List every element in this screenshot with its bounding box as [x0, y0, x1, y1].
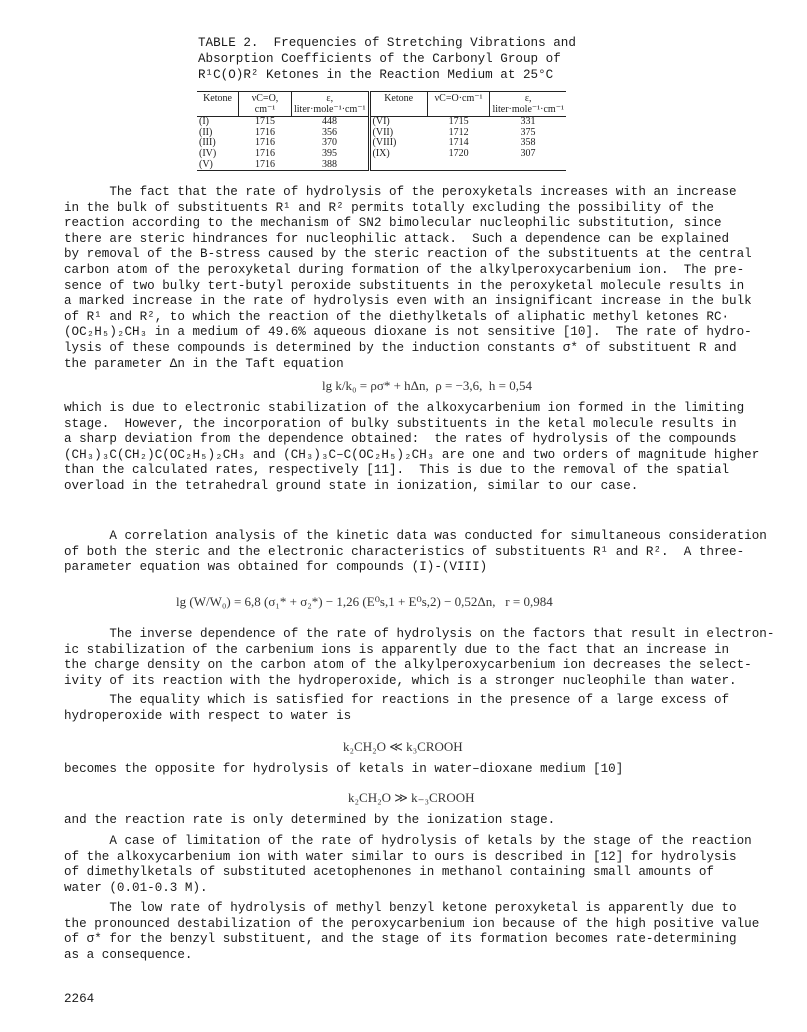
col-header-frequency: νC=O, cm⁻¹ [239, 92, 292, 117]
text-line: parameter equation was obtained for compounds (I)-(VIII) [64, 560, 488, 575]
paragraph-low-rate [64, 901, 760, 963]
text-line: hydroperoxide with respect to water is [64, 708, 352, 723]
cell-ketone-2: (IX) [369, 149, 427, 160]
cell-epsilon-2: 307 [520, 147, 536, 159]
text-line: The fact that the rate of hydrolysis of the peroxyketals increases with an increase [64, 185, 737, 199]
table-row [197, 149, 566, 160]
paragraph-correlation-analysis [64, 529, 767, 576]
text-line: and the reaction rate is only determined by the ionization stage. [64, 813, 556, 827]
paragraph-opposite [64, 762, 754, 778]
text-line: there are steric hindrances for nucleophilic attack. Such a dependence can be explained [64, 231, 730, 246]
cell-frequency: 1716 [255, 147, 276, 159]
paragraph-equality [64, 693, 754, 724]
paragraph-rate-hydrolysis [64, 185, 754, 372]
text-line: sence of two bulky tert-butyl peroxide substituents in the peroxyketal molecule results in [64, 278, 745, 293]
cell-frequency-2: 1715 [448, 116, 469, 128]
text-line: overload in the tetrahedral ground state in ionization, similar to our case. [64, 478, 639, 493]
cell-epsilon: 395 [322, 147, 337, 159]
text-line: a sharp deviation from the dependence obtained: the rates of hydrolysis of the compounds [64, 432, 737, 447]
cell-ketone-2 [369, 160, 427, 171]
cell-frequency-2: 1720 [448, 147, 469, 159]
text-line: lysis of these compounds is determined by the induction constants σ* of substituent R and [64, 340, 737, 355]
paragraph-ionization-stage [64, 813, 754, 829]
equation-three-parameter: lg (W/W₀) = 6,8 (σ₁* + σ₂*) − 1,26 (E⁰s,1 + E⁰s,2) − 0,52Δn, r = 0,984 [176, 594, 553, 609]
cell-epsilon-2 [490, 160, 566, 171]
text-line: water (0.01-0.3 M). [64, 880, 208, 895]
data-table [197, 91, 566, 171]
text-line: a marked increase in the rate of hydrolysis even with an insignificant increase in the bulk [64, 294, 752, 309]
table-caption-line: TABLE 2. Frequencies of Stretching Vibrations and [198, 36, 576, 50]
paragraph-electronic-stabilization [64, 401, 760, 495]
cell-frequency: 1715 [255, 116, 276, 128]
cell-epsilon: 388 [291, 160, 369, 171]
table-caption-line: R¹C(O)R² Ketones in the Reaction Medium at 25°C [198, 67, 554, 82]
text-line: ic stabilization of the carbenium ions is apparently due to the fact that an increase in [64, 642, 730, 657]
text-line: which is due to electronic stabilization of the alkoxycarbenium ion formed in the limiting [64, 401, 745, 415]
table-header-row [197, 92, 566, 117]
text-line: of σ* for the benzyl substituent, and the stage of its formation becomes rate-determining [64, 932, 737, 947]
text-line: the parameter Δn in the Taft equation [64, 356, 344, 371]
text-line: of dimethylketals of substituted acetophenones in methanol containing small amounts of [64, 865, 714, 880]
cell-frequency: 1716 [255, 137, 276, 149]
text-line: reaction according to the mechanism of SN2 bimolecular nucleophilic substitution, since [64, 216, 722, 231]
col-header-epsilon-2: ε, liter·mole⁻¹·cm⁻¹ [490, 92, 566, 117]
text-line: ivity of its reaction with the hydroperoxide, which is a stronger nucleophile than water. [64, 673, 737, 688]
col-header-epsilon: ε, liter·mole⁻¹·cm⁻¹ [291, 92, 369, 117]
text-line: (CH₃)₃C(CH₂)C(OC₂H₅)₂CH₃ and (CH₃)₃C–C(OC₂H₅)₂CH₃ are one and two orders of magnitude higher [64, 447, 760, 462]
cell-epsilon-2: 375 [520, 126, 536, 138]
table-row [197, 160, 566, 171]
text-line: stage. However, the incorporation of bulky substituents in the ketal molecule results in [64, 416, 737, 431]
cell-ketone-2: (VIII) [369, 138, 427, 149]
text-line: becomes the opposite for hydrolysis of ketals in water–dioxane medium [10] [64, 762, 624, 776]
cell-frequency: 1716 [239, 160, 292, 171]
cell-epsilon: 370 [322, 137, 337, 149]
cell-epsilon: 356 [322, 126, 337, 138]
text-line: The low rate of hydrolysis of methyl benzyl ketone peroxyketal is apparently due to [64, 901, 737, 915]
cell-ketone-2: (VI) [369, 117, 427, 128]
text-line: of both the steric and the electronic characteristics of substituents R¹ and R². A three- [64, 544, 745, 559]
equation-opposite: k₂CH₂O ≫ k₋₃CROOH [348, 790, 475, 805]
cell-frequency: 1716 [255, 126, 276, 138]
text-line: The inverse dependence of the rate of hydrolysis on the factors that result in electron- [64, 627, 775, 641]
page-number: 2264 [64, 992, 95, 1006]
cell-ketone-2: (VII) [369, 128, 427, 139]
text-line: by removal of the B-stress caused by the steric reaction of the substituents at the central [64, 247, 752, 262]
text-line: carbon atom of the peroxyketal during formation of the alkylperoxycarbenium ion. The pre- [64, 262, 745, 277]
equation-taft: lg k/k₀ = ρσ* + hΔn, ρ = −3,6, h = 0,54 [322, 378, 533, 393]
equation-equality: k₂CH₂O ≪ k₃CROOH [343, 739, 463, 754]
text-line: in the bulk of substituents R¹ and R² permits totally excluding the possibility of the [64, 200, 714, 215]
table-caption [198, 36, 618, 83]
text-line: the pronounced destabilization of the peroxycarbenium ion because of the high positive value [64, 916, 760, 931]
text-line: A correlation analysis of the kinetic data was conducted for simultaneous consideration [64, 529, 767, 543]
text-line: as a consequence. [64, 947, 193, 962]
cell-frequency-2: 1712 [448, 126, 469, 138]
text-line: the charge density on the carbon atom of the alkylperoxycarbenium ion decreases the select- [64, 658, 752, 673]
cell-ketone: (IV) [199, 147, 217, 159]
cell-ketone: (I) [199, 116, 209, 128]
text-line: than the calculated rates, respectively [11]. This is due to the removal of the spatial [64, 463, 730, 478]
text-line: (OC₂H₅)₂CH₃ in a medium of 49.6% aqueous dioxane is not sensitive [10]. The rate of hydro- [64, 325, 752, 340]
cell-epsilon-2: 331 [520, 116, 536, 128]
text-line: of the alkoxycarbenium ion with water similar to ours is described in [12] for hydrolysis [64, 849, 737, 864]
cell-epsilon-2: 358 [520, 137, 536, 149]
text-line: The equality which is satisfied for reactions in the presence of a large excess of [64, 693, 730, 707]
cell-ketone: (II) [199, 126, 213, 138]
cell-frequency-2 [427, 160, 490, 171]
cell-ketone: (III) [199, 137, 216, 149]
paragraph-limitation-case [64, 834, 754, 896]
table-caption-line: Absorption Coefficients of the Carbonyl Group of [198, 51, 561, 66]
cell-frequency-2: 1714 [448, 137, 469, 149]
col-header-frequency-2: νC=O·cm⁻¹ [427, 92, 490, 117]
col-header-ketone: Ketone [197, 92, 239, 117]
text-line: of R¹ and R², to which the reaction of the diethylketals of aliphatic methyl ketones RC· [64, 309, 730, 324]
text-line: A case of limitation of the rate of hydrolysis of ketals by the stage of the reaction [64, 834, 752, 848]
col-header-ketone-2: Ketone [369, 92, 427, 117]
cell-epsilon: 448 [322, 116, 337, 128]
cell-ketone: (V) [197, 160, 239, 171]
paragraph-inverse-dependence [64, 627, 775, 689]
